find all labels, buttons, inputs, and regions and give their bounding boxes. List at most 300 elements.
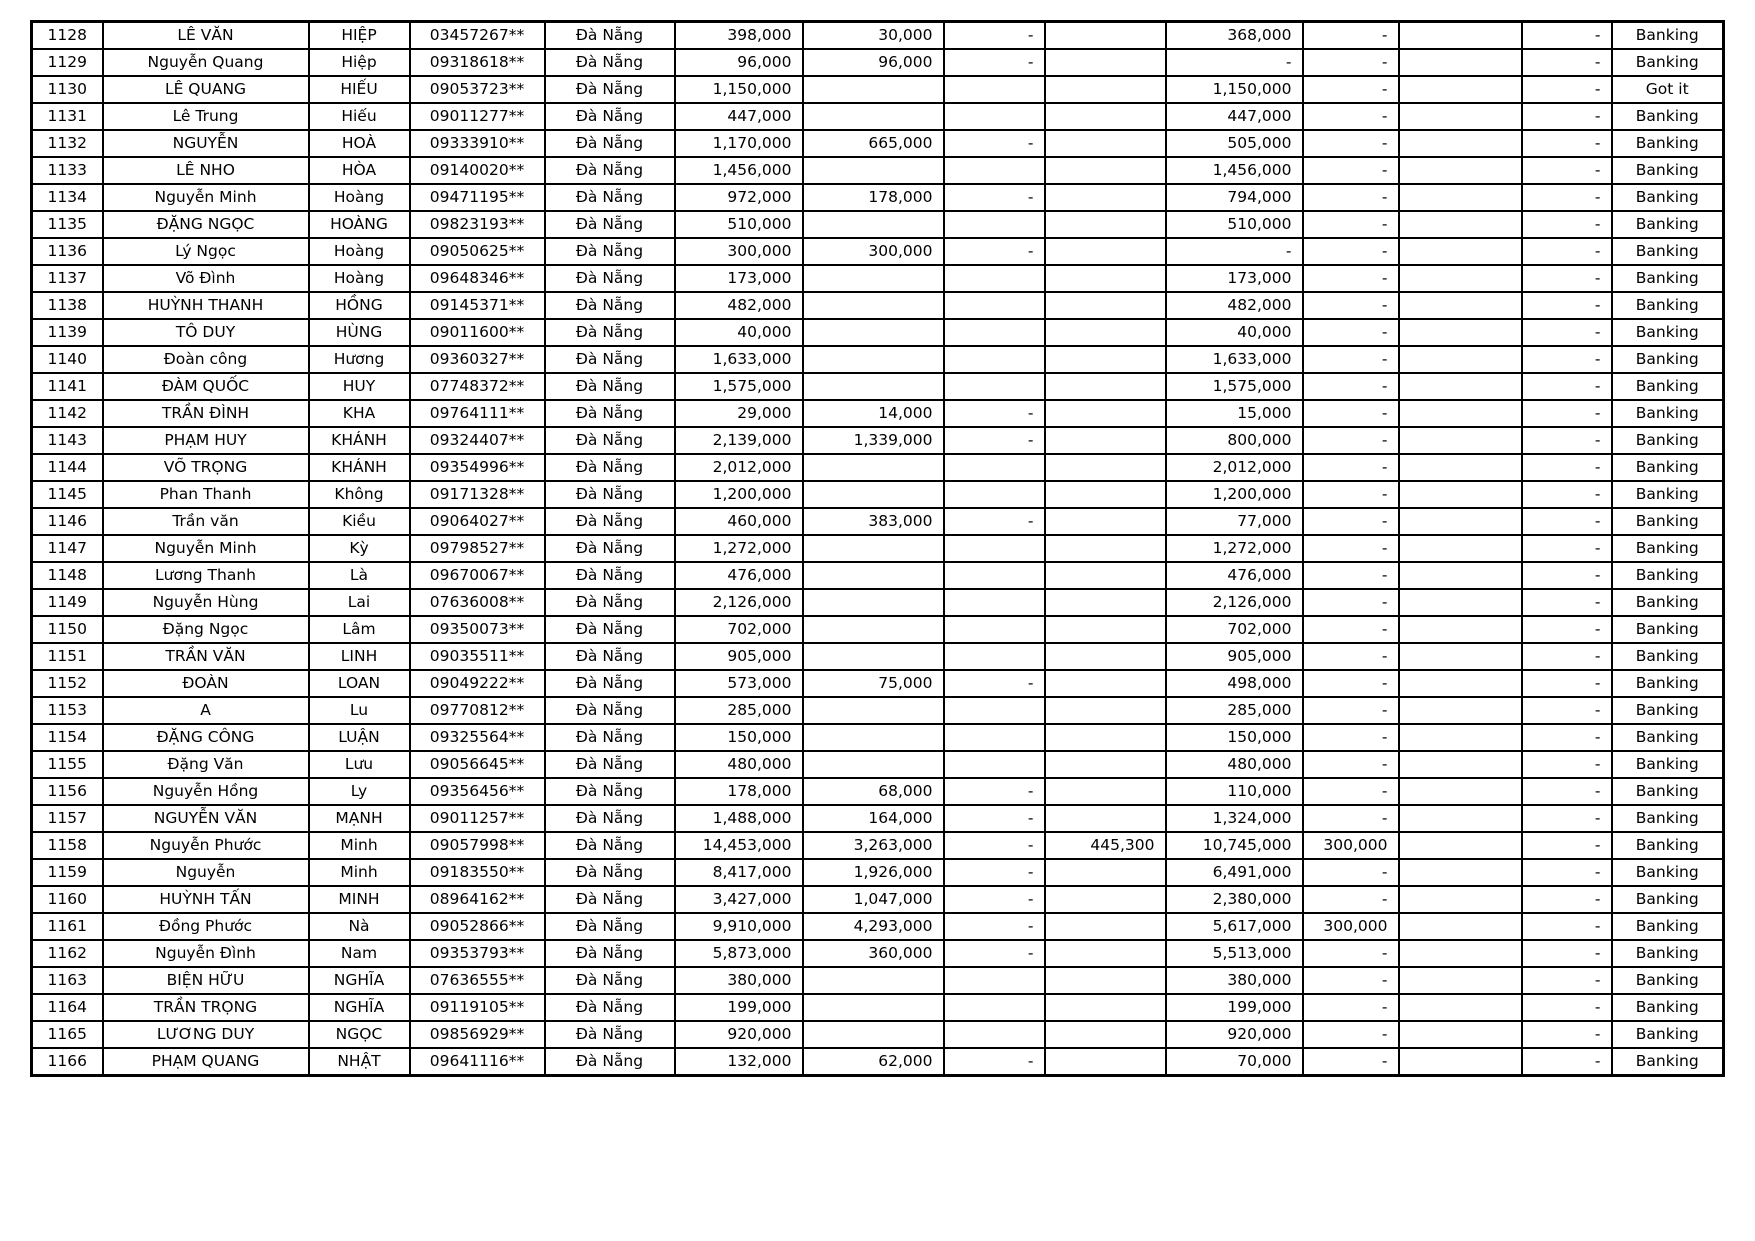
cell-amount-paid: 178,000 xyxy=(803,184,944,211)
cell-amount-paid xyxy=(803,643,944,670)
cell-amount-remaining: 510,000 xyxy=(1166,211,1303,238)
cell-dash-b: - xyxy=(1522,670,1612,697)
cell-amount-paid: 75,000 xyxy=(803,670,944,697)
cell-dash-b: - xyxy=(1522,778,1612,805)
cell-first-name: ĐẶNG CÔNG xyxy=(103,724,309,751)
cell-phone: 09119105** xyxy=(410,994,545,1021)
cell-blank xyxy=(1399,697,1522,724)
cell-first-name: Phan Thanh xyxy=(103,481,309,508)
cell-first-name: VÕ TRỌNG xyxy=(103,454,309,481)
cell-amount-b: - xyxy=(1303,535,1399,562)
cell-first-name: TÔ DUY xyxy=(103,319,309,346)
cell-city: Đà Nẵng xyxy=(545,130,675,157)
cell-amount-remaining: 702,000 xyxy=(1166,616,1303,643)
cell-amount-extra xyxy=(1045,508,1166,535)
cell-amount-extra xyxy=(1045,22,1166,50)
cell-blank xyxy=(1399,130,1522,157)
cell-first-name: LÊ NHO xyxy=(103,157,309,184)
cell-phone: 09049222** xyxy=(410,670,545,697)
cell-city: Đà Nẵng xyxy=(545,913,675,940)
cell-first-name: Nguyễn Phước xyxy=(103,832,309,859)
cell-blank xyxy=(1399,22,1522,50)
cell-amount-extra xyxy=(1045,157,1166,184)
cell-id: 1160 xyxy=(32,886,103,913)
cell-amount-extra xyxy=(1045,805,1166,832)
cell-amount-total: 482,000 xyxy=(675,292,803,319)
table-row xyxy=(32,994,1724,1021)
cell-city: Đà Nẵng xyxy=(545,589,675,616)
cell-amount-extra xyxy=(1045,373,1166,400)
cell-last-name: Minh xyxy=(309,859,410,886)
cell-first-name: TRẦN ĐÌNH xyxy=(103,400,309,427)
cell-city: Đà Nẵng xyxy=(545,751,675,778)
cell-id: 1141 xyxy=(32,373,103,400)
cell-amount-b: - xyxy=(1303,346,1399,373)
cell-amount-extra xyxy=(1045,481,1166,508)
cell-amount-total: 3,427,000 xyxy=(675,886,803,913)
cell-amount-paid: 1,047,000 xyxy=(803,886,944,913)
cell-dash-a: - xyxy=(944,940,1045,967)
cell-dash-b: - xyxy=(1522,1021,1612,1048)
cell-first-name: NGUYỄN xyxy=(103,130,309,157)
cell-dash-a xyxy=(944,535,1045,562)
cell-city: Đà Nẵng xyxy=(545,211,675,238)
cell-dash-b: - xyxy=(1522,265,1612,292)
cell-last-name: HIẾU xyxy=(309,76,410,103)
cell-city: Đà Nẵng xyxy=(545,1048,675,1076)
cell-amount-remaining: 5,617,000 xyxy=(1166,913,1303,940)
cell-amount-total: 173,000 xyxy=(675,265,803,292)
cell-last-name: KHÁNH xyxy=(309,454,410,481)
cell-id: 1154 xyxy=(32,724,103,751)
cell-city: Đà Nẵng xyxy=(545,643,675,670)
cell-amount-paid xyxy=(803,265,944,292)
cell-amount-total: 1,575,000 xyxy=(675,373,803,400)
cell-id: 1130 xyxy=(32,76,103,103)
cell-amount-remaining: 173,000 xyxy=(1166,265,1303,292)
cell-amount-paid: 68,000 xyxy=(803,778,944,805)
cell-amount-remaining: 40,000 xyxy=(1166,319,1303,346)
cell-dash-b: - xyxy=(1522,886,1612,913)
cell-amount-remaining: 1,575,000 xyxy=(1166,373,1303,400)
cell-last-name: HIỆP xyxy=(309,22,410,50)
cell-amount-remaining: - xyxy=(1166,49,1303,76)
cell-amount-total: 510,000 xyxy=(675,211,803,238)
cell-dash-a xyxy=(944,319,1045,346)
cell-status: Banking xyxy=(1612,1048,1724,1076)
cell-amount-extra xyxy=(1045,724,1166,751)
cell-amount-remaining: 505,000 xyxy=(1166,130,1303,157)
cell-phone: 09798527** xyxy=(410,535,545,562)
cell-amount-extra xyxy=(1045,238,1166,265)
cell-status: Banking xyxy=(1612,994,1724,1021)
cell-first-name: PHẠM QUANG xyxy=(103,1048,309,1076)
cell-city: Đà Nẵng xyxy=(545,103,675,130)
cell-first-name: Đồng Phước xyxy=(103,913,309,940)
cell-status: Banking xyxy=(1612,859,1724,886)
cell-status: Banking xyxy=(1612,670,1724,697)
table-row xyxy=(32,589,1724,616)
cell-id: 1156 xyxy=(32,778,103,805)
cell-first-name: LÊ QUANG xyxy=(103,76,309,103)
cell-id: 1145 xyxy=(32,481,103,508)
cell-amount-extra xyxy=(1045,751,1166,778)
cell-status: Banking xyxy=(1612,454,1724,481)
cell-city: Đà Nẵng xyxy=(545,967,675,994)
cell-amount-extra xyxy=(1045,994,1166,1021)
cell-phone: 09140020** xyxy=(410,157,545,184)
cell-amount-extra xyxy=(1045,535,1166,562)
cell-dash-a xyxy=(944,481,1045,508)
cell-status: Banking xyxy=(1612,157,1724,184)
cell-amount-paid: 14,000 xyxy=(803,400,944,427)
cell-first-name: Đặng Văn xyxy=(103,751,309,778)
cell-amount-total: 398,000 xyxy=(675,22,803,50)
cell-dash-a xyxy=(944,967,1045,994)
table-row xyxy=(32,805,1724,832)
table-row xyxy=(32,751,1724,778)
cell-phone: 09356456** xyxy=(410,778,545,805)
cell-last-name: Là xyxy=(309,562,410,589)
cell-dash-a xyxy=(944,1021,1045,1048)
cell-blank xyxy=(1399,427,1522,454)
cell-amount-b: - xyxy=(1303,211,1399,238)
cell-dash-b: - xyxy=(1522,454,1612,481)
cell-dash-a xyxy=(944,751,1045,778)
cell-dash-b: - xyxy=(1522,832,1612,859)
cell-status: Banking xyxy=(1612,535,1724,562)
cell-amount-b: - xyxy=(1303,670,1399,697)
cell-blank xyxy=(1399,886,1522,913)
table-row xyxy=(32,292,1724,319)
cell-first-name: PHẠM HUY xyxy=(103,427,309,454)
cell-amount-b: - xyxy=(1303,1048,1399,1076)
cell-first-name: A xyxy=(103,697,309,724)
cell-status: Banking xyxy=(1612,481,1724,508)
cell-status: Banking xyxy=(1612,292,1724,319)
cell-status: Banking xyxy=(1612,265,1724,292)
cell-id: 1140 xyxy=(32,346,103,373)
cell-amount-b: - xyxy=(1303,940,1399,967)
cell-id: 1163 xyxy=(32,967,103,994)
cell-last-name: Kiều xyxy=(309,508,410,535)
cell-amount-extra xyxy=(1045,886,1166,913)
cell-amount-remaining: 498,000 xyxy=(1166,670,1303,697)
cell-dash-b: - xyxy=(1522,859,1612,886)
cell-phone: 09064027** xyxy=(410,508,545,535)
cell-blank xyxy=(1399,184,1522,211)
cell-amount-extra xyxy=(1045,616,1166,643)
cell-city: Đà Nẵng xyxy=(545,319,675,346)
cell-last-name: KHA xyxy=(309,400,410,427)
cell-city: Đà Nẵng xyxy=(545,184,675,211)
cell-dash-b: - xyxy=(1522,994,1612,1021)
cell-last-name: Hiệp xyxy=(309,49,410,76)
cell-blank xyxy=(1399,535,1522,562)
cell-dash-b: - xyxy=(1522,346,1612,373)
cell-status: Banking xyxy=(1612,319,1724,346)
cell-blank xyxy=(1399,49,1522,76)
cell-amount-remaining: 1,633,000 xyxy=(1166,346,1303,373)
cell-blank xyxy=(1399,454,1522,481)
cell-last-name: HOÀ xyxy=(309,130,410,157)
cell-status: Banking xyxy=(1612,805,1724,832)
cell-phone: 09354996** xyxy=(410,454,545,481)
cell-amount-b: - xyxy=(1303,778,1399,805)
cell-city: Đà Nẵng xyxy=(545,238,675,265)
cell-dash-a: - xyxy=(944,1048,1045,1076)
cell-blank xyxy=(1399,670,1522,697)
cell-dash-a xyxy=(944,589,1045,616)
table-row xyxy=(32,508,1724,535)
cell-first-name: TRẦN TRỌNG xyxy=(103,994,309,1021)
cell-blank xyxy=(1399,373,1522,400)
cell-phone: 09035511** xyxy=(410,643,545,670)
table-row xyxy=(32,724,1724,751)
cell-amount-total: 920,000 xyxy=(675,1021,803,1048)
cell-amount-paid: 383,000 xyxy=(803,508,944,535)
cell-last-name: NHẬT xyxy=(309,1048,410,1076)
cell-dash-a: - xyxy=(944,22,1045,50)
cell-city: Đà Nẵng xyxy=(545,697,675,724)
cell-city: Đà Nẵng xyxy=(545,400,675,427)
cell-first-name: BIỆN HỮU xyxy=(103,967,309,994)
table-body xyxy=(32,22,1724,1076)
cell-amount-b: - xyxy=(1303,886,1399,913)
cell-status: Banking xyxy=(1612,778,1724,805)
cell-phone: 09353793** xyxy=(410,940,545,967)
cell-amount-extra xyxy=(1045,697,1166,724)
cell-phone: 09057998** xyxy=(410,832,545,859)
payments-table xyxy=(30,20,1725,1077)
cell-amount-total: 573,000 xyxy=(675,670,803,697)
cell-amount-remaining: 482,000 xyxy=(1166,292,1303,319)
cell-dash-b: - xyxy=(1522,913,1612,940)
cell-status: Banking xyxy=(1612,643,1724,670)
table-row xyxy=(32,76,1724,103)
cell-last-name: HỒNG xyxy=(309,292,410,319)
cell-dash-b: - xyxy=(1522,805,1612,832)
cell-status: Banking xyxy=(1612,49,1724,76)
cell-amount-total: 150,000 xyxy=(675,724,803,751)
cell-status: Banking xyxy=(1612,22,1724,50)
cell-amount-extra xyxy=(1045,967,1166,994)
cell-amount-b: - xyxy=(1303,238,1399,265)
cell-dash-a: - xyxy=(944,670,1045,697)
cell-amount-b: - xyxy=(1303,994,1399,1021)
cell-amount-remaining: 2,012,000 xyxy=(1166,454,1303,481)
cell-phone: 09052866** xyxy=(410,913,545,940)
cell-amount-paid: 62,000 xyxy=(803,1048,944,1076)
cell-city: Đà Nẵng xyxy=(545,157,675,184)
cell-phone: 09056645** xyxy=(410,751,545,778)
cell-first-name: NGUYỄN VĂN xyxy=(103,805,309,832)
cell-amount-remaining: 905,000 xyxy=(1166,643,1303,670)
cell-dash-b: - xyxy=(1522,373,1612,400)
cell-amount-extra xyxy=(1045,1021,1166,1048)
cell-amount-extra xyxy=(1045,1048,1166,1076)
cell-amount-b: - xyxy=(1303,454,1399,481)
cell-city: Đà Nẵng xyxy=(545,805,675,832)
cell-amount-paid: 4,293,000 xyxy=(803,913,944,940)
table-row xyxy=(32,481,1724,508)
cell-amount-paid xyxy=(803,481,944,508)
cell-last-name: Nà xyxy=(309,913,410,940)
cell-blank xyxy=(1399,778,1522,805)
cell-amount-paid xyxy=(803,562,944,589)
table-row xyxy=(32,562,1724,589)
cell-amount-extra xyxy=(1045,670,1166,697)
cell-amount-total: 1,170,000 xyxy=(675,130,803,157)
table-row xyxy=(32,859,1724,886)
cell-amount-paid xyxy=(803,319,944,346)
cell-amount-total: 5,873,000 xyxy=(675,940,803,967)
cell-amount-extra xyxy=(1045,643,1166,670)
cell-city: Đà Nẵng xyxy=(545,373,675,400)
cell-blank xyxy=(1399,400,1522,427)
cell-amount-b: - xyxy=(1303,400,1399,427)
cell-amount-total: 132,000 xyxy=(675,1048,803,1076)
cell-dash-a xyxy=(944,265,1045,292)
table-row xyxy=(32,130,1724,157)
cell-amount-b: - xyxy=(1303,130,1399,157)
cell-city: Đà Nẵng xyxy=(545,76,675,103)
cell-dash-a xyxy=(944,697,1045,724)
cell-dash-a: - xyxy=(944,832,1045,859)
table-row xyxy=(32,427,1724,454)
cell-amount-b: - xyxy=(1303,184,1399,211)
cell-first-name: Lê Trung xyxy=(103,103,309,130)
cell-status: Banking xyxy=(1612,211,1724,238)
cell-amount-remaining: 476,000 xyxy=(1166,562,1303,589)
cell-dash-b: - xyxy=(1522,292,1612,319)
cell-amount-b: - xyxy=(1303,265,1399,292)
cell-id: 1152 xyxy=(32,670,103,697)
cell-amount-b: - xyxy=(1303,1021,1399,1048)
cell-blank xyxy=(1399,481,1522,508)
cell-id: 1164 xyxy=(32,994,103,1021)
cell-dash-b: - xyxy=(1522,508,1612,535)
cell-amount-extra xyxy=(1045,454,1166,481)
cell-amount-b: - xyxy=(1303,724,1399,751)
cell-status: Banking xyxy=(1612,589,1724,616)
cell-last-name: MẠNH xyxy=(309,805,410,832)
cell-id: 1133 xyxy=(32,157,103,184)
cell-amount-total: 285,000 xyxy=(675,697,803,724)
cell-amount-total: 1,488,000 xyxy=(675,805,803,832)
cell-amount-paid xyxy=(803,157,944,184)
cell-amount-b: - xyxy=(1303,589,1399,616)
cell-blank xyxy=(1399,76,1522,103)
cell-id: 1153 xyxy=(32,697,103,724)
cell-amount-total: 14,453,000 xyxy=(675,832,803,859)
cell-last-name: NGHĨA xyxy=(309,994,410,1021)
cell-blank xyxy=(1399,967,1522,994)
cell-last-name: HÙNG xyxy=(309,319,410,346)
cell-dash-b: - xyxy=(1522,427,1612,454)
cell-phone: 09324407** xyxy=(410,427,545,454)
cell-last-name: Kỳ xyxy=(309,535,410,562)
cell-amount-paid xyxy=(803,211,944,238)
cell-amount-extra xyxy=(1045,859,1166,886)
cell-phone: 09050625** xyxy=(410,238,545,265)
cell-last-name: KHÁNH xyxy=(309,427,410,454)
cell-first-name: Đoàn công xyxy=(103,346,309,373)
cell-dash-a xyxy=(944,292,1045,319)
cell-blank xyxy=(1399,238,1522,265)
cell-id: 1161 xyxy=(32,913,103,940)
cell-amount-remaining: 1,324,000 xyxy=(1166,805,1303,832)
table-row xyxy=(32,778,1724,805)
cell-amount-remaining: 285,000 xyxy=(1166,697,1303,724)
cell-amount-remaining: 380,000 xyxy=(1166,967,1303,994)
cell-amount-b: 300,000 xyxy=(1303,832,1399,859)
cell-amount-total: 96,000 xyxy=(675,49,803,76)
cell-amount-paid xyxy=(803,724,944,751)
cell-id: 1144 xyxy=(32,454,103,481)
table-row xyxy=(32,184,1724,211)
cell-amount-remaining: 794,000 xyxy=(1166,184,1303,211)
cell-amount-extra xyxy=(1045,184,1166,211)
cell-dash-b: - xyxy=(1522,967,1612,994)
cell-amount-extra xyxy=(1045,265,1166,292)
cell-status: Banking xyxy=(1612,697,1724,724)
cell-amount-extra xyxy=(1045,400,1166,427)
cell-city: Đà Nẵng xyxy=(545,562,675,589)
cell-last-name: HÒA xyxy=(309,157,410,184)
cell-first-name: Võ Đình xyxy=(103,265,309,292)
cell-dash-a xyxy=(944,724,1045,751)
cell-first-name: Nguyễn Quang xyxy=(103,49,309,76)
cell-first-name: Đặng Ngọc xyxy=(103,616,309,643)
cell-last-name: Hoàng xyxy=(309,184,410,211)
cell-id: 1162 xyxy=(32,940,103,967)
cell-city: Đà Nẵng xyxy=(545,22,675,50)
cell-dash-b: - xyxy=(1522,400,1612,427)
cell-amount-b: - xyxy=(1303,76,1399,103)
cell-amount-paid xyxy=(803,292,944,319)
cell-city: Đà Nẵng xyxy=(545,535,675,562)
cell-status: Banking xyxy=(1612,184,1724,211)
cell-last-name: NGỌC xyxy=(309,1021,410,1048)
table-row xyxy=(32,49,1724,76)
table-row xyxy=(32,913,1724,940)
cell-city: Đà Nẵng xyxy=(545,859,675,886)
cell-amount-extra xyxy=(1045,103,1166,130)
cell-phone: 09856929** xyxy=(410,1021,545,1048)
cell-dash-b: - xyxy=(1522,481,1612,508)
cell-blank xyxy=(1399,508,1522,535)
cell-amount-b: - xyxy=(1303,697,1399,724)
cell-id: 1155 xyxy=(32,751,103,778)
cell-phone: 07636008** xyxy=(410,589,545,616)
cell-city: Đà Nẵng xyxy=(545,346,675,373)
cell-city: Đà Nẵng xyxy=(545,886,675,913)
cell-status: Banking xyxy=(1612,346,1724,373)
cell-dash-a xyxy=(944,562,1045,589)
cell-id: 1165 xyxy=(32,1021,103,1048)
cell-dash-a xyxy=(944,76,1045,103)
cell-dash-b: - xyxy=(1522,211,1612,238)
cell-status: Banking xyxy=(1612,724,1724,751)
table-row xyxy=(32,238,1724,265)
cell-id: 1142 xyxy=(32,400,103,427)
cell-dash-a xyxy=(944,211,1045,238)
spreadsheet-table-region xyxy=(30,20,1725,1077)
table-row xyxy=(32,1021,1724,1048)
cell-last-name: Lâm xyxy=(309,616,410,643)
cell-amount-paid xyxy=(803,454,944,481)
